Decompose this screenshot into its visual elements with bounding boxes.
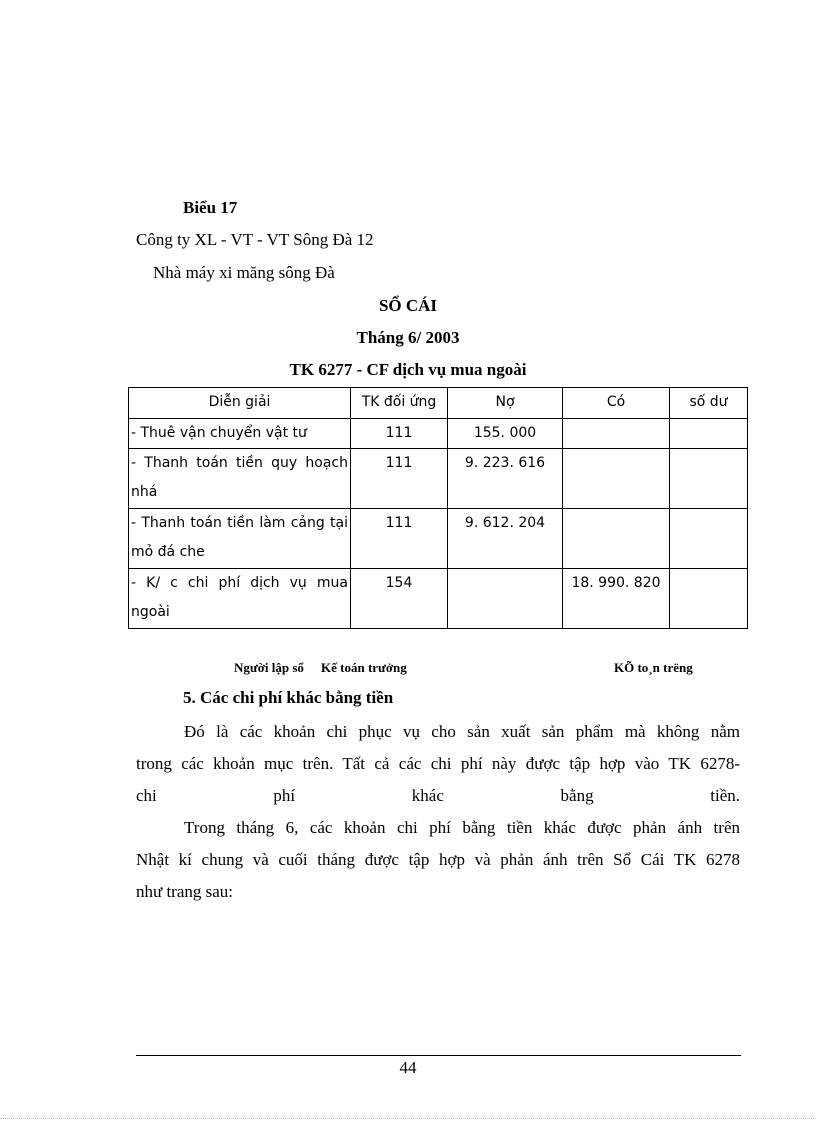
footer-rule bbox=[136, 1055, 741, 1056]
row-credit bbox=[563, 449, 670, 509]
row-credit bbox=[563, 419, 670, 449]
row-debit: 9. 612. 204 bbox=[448, 509, 563, 569]
column-header: Có bbox=[563, 388, 670, 419]
row-balance bbox=[670, 569, 748, 629]
signature-preparer: Người lập sổ bbox=[234, 660, 304, 675]
description-line: - Thanh toán tiền làm cảng tại bbox=[131, 515, 348, 531]
ledger-month: Tháng 6/ 2003 bbox=[356, 328, 460, 347]
description-line: mỏ đá che bbox=[131, 544, 205, 560]
description-line: - Thuê vận chuyển vật tư bbox=[131, 425, 307, 441]
form-label: Biểu 17 bbox=[183, 198, 238, 217]
table-row bbox=[129, 509, 748, 569]
signature-chief-accountant: Kế toán trưởng bbox=[321, 660, 407, 675]
company-name: Công ty XL - VT - VT Sông Đà 12 bbox=[136, 230, 374, 249]
signature-director: KÕ to¸n trëng bbox=[614, 660, 693, 675]
paragraph-line: như trang sau: bbox=[136, 882, 234, 901]
row-debit: 155. 000 bbox=[448, 419, 563, 449]
ledger-title: SỔ CÁI bbox=[378, 296, 438, 315]
description-line: - K/ c chi phí dịch vụ mua bbox=[131, 575, 348, 591]
paragraph-line: trong các khoản mục trên. Tất cả các chi phí này được tập hợp vào TK 6278- bbox=[136, 754, 740, 773]
row-balance bbox=[670, 419, 748, 449]
column-header: số dư bbox=[670, 388, 748, 419]
section-heading: 5. Các chi phí khác bằng tiền bbox=[183, 688, 394, 707]
paragraph-line: Nhật kí chung và cuối tháng được tập hợp và phản ánh trên Sổ Cái TK 6278 bbox=[136, 850, 740, 869]
column-header: Diễn giải bbox=[129, 388, 351, 419]
ledger-account: TK 6277 - CF dịch vụ mua ngoài bbox=[289, 360, 527, 379]
row-description bbox=[129, 509, 351, 569]
ledger-table bbox=[128, 387, 748, 629]
paragraph-line: chi phí khác bằng tiền. bbox=[136, 786, 740, 805]
table-header-row bbox=[129, 388, 748, 419]
row-description bbox=[129, 449, 351, 509]
page-bottom-edge bbox=[0, 1118, 816, 1119]
row-account: 111 bbox=[351, 419, 448, 449]
row-balance bbox=[670, 509, 748, 569]
page-number: 44 bbox=[399, 1058, 417, 1077]
column-header: Nợ bbox=[448, 388, 563, 419]
row-description bbox=[129, 419, 351, 449]
description-line: - Thanh toán tiền quy hoạch bbox=[131, 455, 348, 471]
row-credit bbox=[563, 509, 670, 569]
row-balance bbox=[670, 449, 748, 509]
table-row bbox=[129, 569, 748, 629]
row-account: 154 bbox=[351, 569, 448, 629]
paragraph-line: Đó là các khoản chi phục vụ cho sản xuất sản phẩm mà không nằm bbox=[184, 722, 740, 741]
section-body bbox=[136, 716, 740, 908]
row-account: 111 bbox=[351, 509, 448, 569]
column-header: TK đối ứng bbox=[351, 388, 448, 419]
description-line: nhá bbox=[131, 484, 158, 500]
row-credit: 18. 990. 820 bbox=[563, 569, 670, 629]
row-debit bbox=[448, 569, 563, 629]
paragraph-line: Trong tháng 6, các khoản chi phí bằng tiền khác được phản ánh trên bbox=[184, 818, 740, 837]
row-description bbox=[129, 569, 351, 629]
description-line: ngoài bbox=[131, 604, 170, 620]
row-account: 111 bbox=[351, 449, 448, 509]
factory-name: Nhà máy xi măng sông Đà bbox=[153, 263, 335, 282]
row-debit: 9. 223. 616 bbox=[448, 449, 563, 509]
table-row bbox=[129, 419, 748, 449]
table-row bbox=[129, 449, 748, 509]
